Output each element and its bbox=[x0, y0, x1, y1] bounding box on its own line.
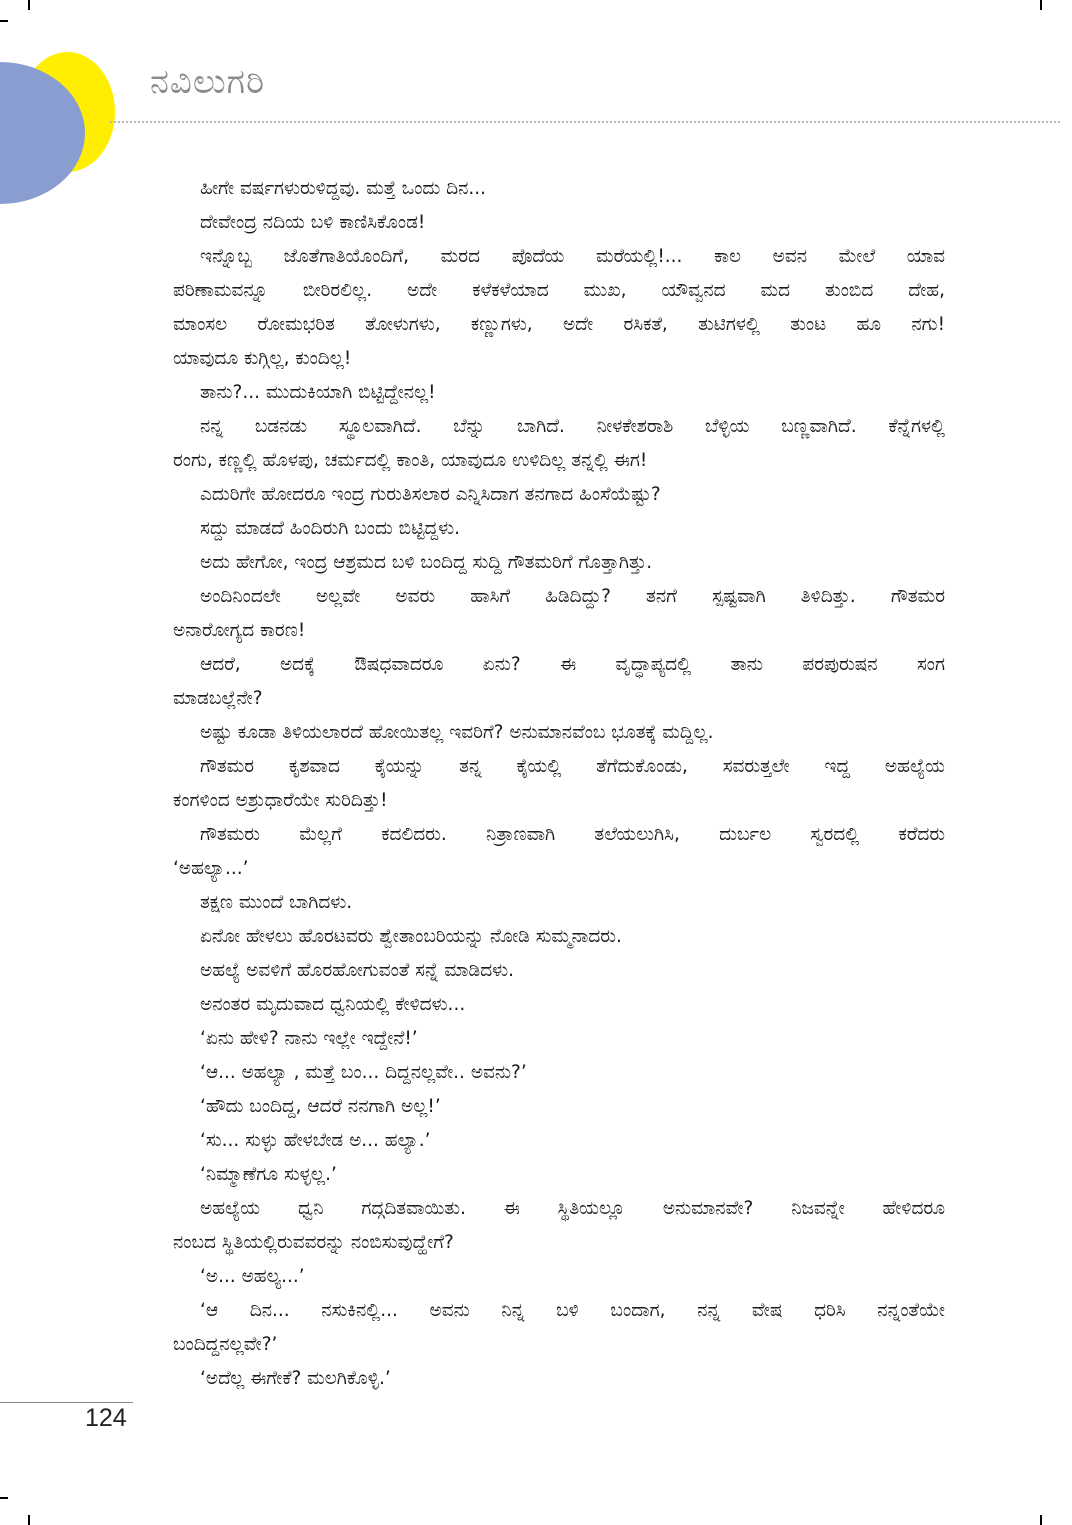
text-line: ಬಂದಿದ್ದನಲ್ಲವೇ?’ bbox=[173, 1334, 278, 1355]
crop-mark bbox=[28, 1515, 30, 1525]
text-line: ಅಷ್ಟು ಕೂಡಾ ತಿಳಿಯಲಾರದೆ ಹೋಯಿತಲ್ಲ ಇವರಿಗೆ? ಅನುಮಾನವೆಂಬ ಭೂತಕ್ಕೆ ಮದ್ದಿಲ್ಲ. bbox=[200, 722, 714, 743]
text-line: ಆದರೆ, ಅದಕ್ಕೆ ಔಷಧವಾದರೂ ಏನು? ಈ ವೃದ್ಧಾಪ್ಯದಲ್ಲಿ ತಾನು ಪರಪುರುಷನ ಸಂಗ bbox=[200, 654, 945, 675]
text-line: ಗೌತಮರ ಕೃಶವಾದ ಕೈಯನ್ನು ತನ್ನ ಕೈಯಲ್ಲಿ ತೆಗೆದುಕೊಂಡು, ಸವರುತ್ತಲೇ ಇದ್ದ ಅಹಲ್ಯೆಯ bbox=[200, 756, 945, 777]
text-line: ಸದ್ದು ಮಾಡದೆ ಹಿಂದಿರುಗಿ ಬಂದು ಬಿಟ್ಟಿದ್ದಳು. bbox=[200, 518, 460, 539]
text-line: ಇನ್ನೊಬ್ಬ ಜೊತೆಗಾತಿಯೊಂದಿಗೆ, ಮರದ ಪೊದೆಯ ಮರೆಯಲ್ಲಿ!... ಕಾಲ ಅವನ ಮೇಲೆ ಯಾವ bbox=[200, 246, 945, 267]
crop-mark bbox=[28, 0, 30, 10]
text-line: ತಾನು?... ಮುದುಕಿಯಾಗಿ ಬಿಟ್ಟಿದ್ದೇನಲ್ಲ! bbox=[200, 382, 436, 403]
text-line: ‘ಅ... ಅಹಲ್ಯ...’ bbox=[200, 1266, 305, 1287]
text-line: ತಕ್ಷಣ ಮುಂದೆ ಬಾಗಿದಳು. bbox=[200, 892, 353, 913]
text-line: ‘ನಿಮ್ಮಾಣೆಗೂ ಸುಳ್ಳಲ್ಲ.’ bbox=[200, 1164, 337, 1185]
text-line: ‘ಆ... ಅಹಲ್ಯಾ , ಮತ್ತೆ ಬಂ... ದಿದ್ದನಲ್ಲವೇ.. ಅವನು?’ bbox=[200, 1062, 527, 1083]
text-line: ನನ್ನ ಬಡನಡು ಸ್ಥೂಲವಾಗಿದೆ. ಬೆನ್ನು ಬಾಗಿದೆ. ನೀಳಕೇಶರಾಶಿ ಬೆಳ್ಳಿಯ ಬಣ್ಣವಾಗಿದೆ. ಕೆನ್ನೆಗಳಲ್ಲಿ bbox=[200, 416, 945, 437]
text-line: ಅನಾರೋಗ್ಯದ ಕಾರಣ! bbox=[173, 620, 306, 641]
text-line: ಅನಂತರ ಮೃದುವಾದ ಧ್ವನಿಯಲ್ಲಿ ಕೇಳಿದಳು... bbox=[200, 994, 466, 1015]
crop-mark bbox=[1040, 0, 1042, 10]
text-line: ಅದು ಹೇಗೋ, ಇಂದ್ರ ಆಶ್ರಮದ ಬಳಿ ಬಂದಿದ್ದ ಸುದ್ದಿ ಗೌತಮರಿಗೆ ಗೊತ್ತಾಗಿತ್ತು. bbox=[200, 552, 653, 573]
crop-mark bbox=[0, 1497, 8, 1499]
text-line: ಪರಿಣಾಮವನ್ನೂ ಬೀರಿರಲಿಲ್ಲ. ಅದೇ ಕಳೆಕಳೆಯಾದ ಮುಖ, ಯೌವ್ವನದ ಮದ ತುಂಬಿದ ದೇಹ, bbox=[173, 280, 945, 301]
text-line: ‘ಅದೆಲ್ಲ ಈಗೇಕೆ? ಮಲಗಿಕೊಳ್ಳಿ.’ bbox=[200, 1368, 391, 1389]
text-line: ಅಂದಿನಿಂದಲೇ ಅಲ್ಲವೇ ಅವರು ಹಾಸಿಗೆ ಹಿಡಿದಿದ್ದು? ತನಗೆ ಸ್ಪಷ್ಟವಾಗಿ ತಿಳಿದಿತ್ತು. ಗೌತಮರ bbox=[200, 586, 945, 607]
text-line: ಕಂಗಳಿಂದ ಅಶ್ರುಧಾರೆಯೇ ಸುರಿದಿತ್ತು! bbox=[173, 790, 388, 811]
text-line: ಮಾಂಸಲ ರೋಮಭರಿತ ತೋಳುಗಳು, ಕಣ್ಣುಗಳು, ಅದೇ ರಸಿಕತೆ, ತುಟಿಗಳಲ್ಲಿ ತುಂಟ ಹೂ ನಗು! bbox=[173, 314, 945, 335]
text-line: ಅಹಲ್ಯೆ ಅವಳಿಗೆ ಹೊರಹೋಗುವಂತೆ ಸನ್ನೆ ಮಾಡಿದಳು. bbox=[200, 960, 514, 981]
text-line: ಗೌತಮರು ಮೆಲ್ಲಗೆ ಕದಲಿದರು. ನಿತ್ರಾಣವಾಗಿ ತಲೆಯಲುಗಿಸಿ, ದುರ್ಬಲ ಸ್ವರದಲ್ಲಿ ಕರೆದರು bbox=[200, 824, 945, 845]
text-line: ಯಾವುದೂ ಕುಗ್ಗಿಲ್ಲ, ಕುಂದಿಲ್ಲ! bbox=[173, 348, 352, 369]
text-line: ನಂಬದ ಸ್ಥಿತಿಯಲ್ಲಿರುವವರನ್ನು ನಂಬಿಸುವುದ್ಹೇಗೆ? bbox=[173, 1232, 454, 1253]
text-line: ಮಾಡಬಲ್ಲೆನೇ? bbox=[173, 688, 263, 709]
text-line: ‘ಹೌದು ಬಂದಿದ್ದ, ಆದರೆ ನನಗಾಗಿ ಅಲ್ಲ!’ bbox=[200, 1096, 441, 1117]
text-line: ‘ಏನು ಹೇಳಿ? ನಾನು ಇಲ್ಲೇ ಇದ್ದೇನೆ!’ bbox=[200, 1028, 418, 1049]
text-line: ‘ಅಹಲ್ಯಾ...’ bbox=[173, 858, 249, 879]
page-number: 124 bbox=[85, 1404, 127, 1432]
text-line: ಏನೋ ಹೇಳಲು ಹೊರಟವರು ಶ್ವೇತಾಂಬರಿಯನ್ನು ನೋಡಿ ಸುಮ್ಮನಾದರು. bbox=[200, 926, 622, 947]
running-header-title: ನವಿಲುಗರಿ bbox=[150, 62, 266, 102]
crop-mark bbox=[0, 20, 8, 22]
crop-mark bbox=[1040, 1515, 1042, 1525]
text-line: ಎದುರಿಗೇ ಹೋದರೂ ಇಂದ್ರ ಗುರುತಿಸಲಾರ ಎನ್ನಿಸಿದಾಗ ತನಗಾದ ಹಿಂಸೆಯೆಷ್ಟು? bbox=[200, 484, 661, 505]
text-line: ದೇವೇಂದ್ರ ನದಿಯ ಬಳಿ ಕಾಣಿಸಿಕೊಂಡ! bbox=[200, 212, 426, 233]
text-line: ಹೀಗೇ ವರ್ಷಗಳುರುಳಿದ್ದವು. ಮತ್ತೆ ಒಂದು ದಿನ... bbox=[200, 178, 487, 199]
body-text bbox=[173, 172, 945, 1396]
footer-rule bbox=[0, 1402, 133, 1403]
text-line: ಅಹಲ್ಯೆಯ ಧ್ವನಿ ಗದ್ಗದಿತವಾಯಿತು. ಈ ಸ್ಥಿತಿಯಲ್ಲೂ ಅನುಮಾನವೇ? ನಿಜವನ್ನೇ ಹೇಳಿದರೂ bbox=[200, 1198, 945, 1219]
text-line: ‘ಸು... ಸುಳ್ಳು ಹೇಳಬೇಡ ಅ... ಹಲ್ಯಾ.’ bbox=[200, 1130, 431, 1151]
text-line: ‘ಆ ದಿನ... ನಸುಕಿನಲ್ಲಿ... ಅವನು ನಿನ್ನ ಬಳಿ ಬಂದಾಗ, ನನ್ನ ವೇಷ ಧರಿಸಿ ನನ್ನಂತೆಯೇ bbox=[200, 1300, 945, 1321]
text-line: ರಂಗು, ಕಣ್ಣಲ್ಲಿ ಹೊಳಪು, ಚರ್ಮದಲ್ಲಿ ಕಾಂತಿ, ಯಾವುದೂ ಉಳಿದಿಲ್ಲ ತನ್ನಲ್ಲಿ ಈಗ! bbox=[173, 450, 648, 471]
header-dotted-rule bbox=[110, 121, 1060, 123]
